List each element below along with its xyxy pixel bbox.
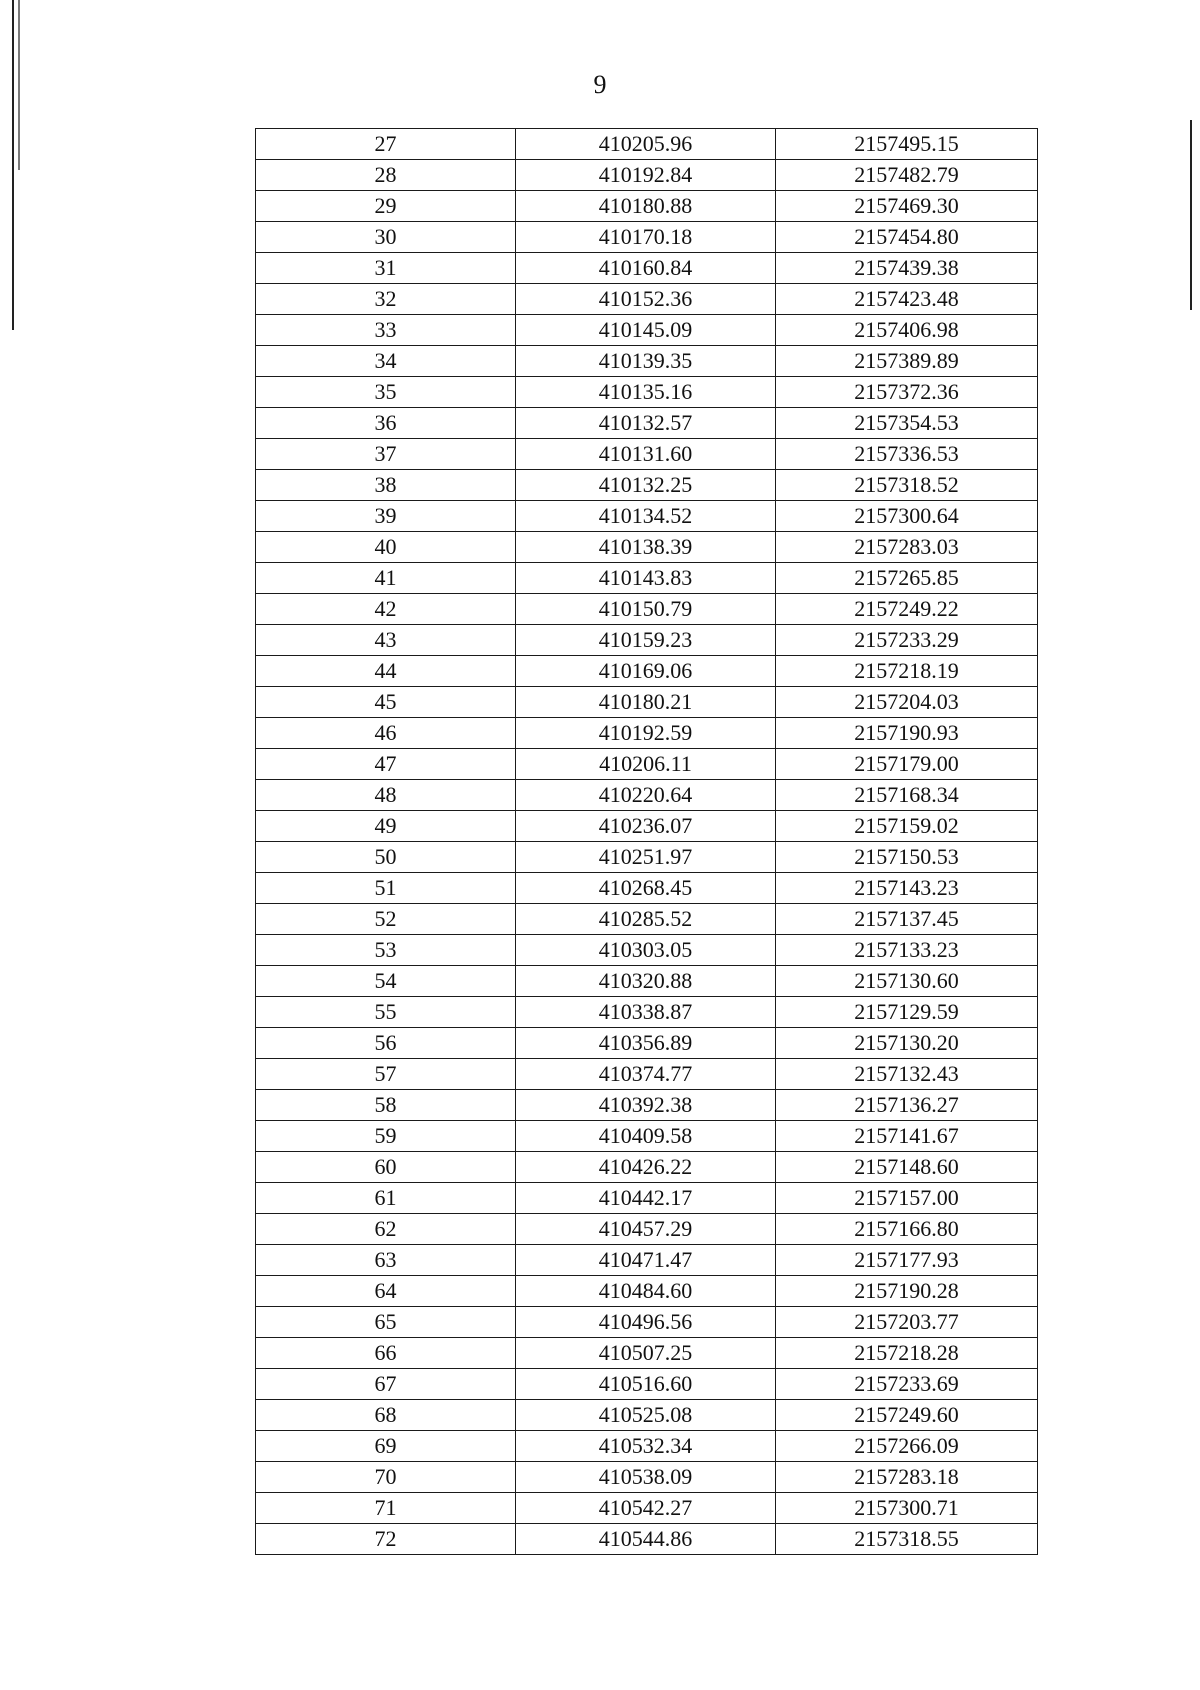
- y-coordinate-cell: 2157265.85: [776, 563, 1038, 594]
- table-row: [256, 1307, 1038, 1338]
- table-row: [256, 1524, 1038, 1555]
- table-row: [256, 656, 1038, 687]
- point-number-cell: 61: [256, 1183, 516, 1214]
- table-row: [256, 1028, 1038, 1059]
- point-number-cell: 57: [256, 1059, 516, 1090]
- x-coordinate-cell: 410180.21: [516, 687, 776, 718]
- y-coordinate-cell: 2157336.53: [776, 439, 1038, 470]
- y-coordinate-cell: 2157177.93: [776, 1245, 1038, 1276]
- y-coordinate-cell: 2157249.60: [776, 1400, 1038, 1431]
- y-coordinate-cell: 2157168.34: [776, 780, 1038, 811]
- x-coordinate-cell: 410159.23: [516, 625, 776, 656]
- y-coordinate-cell: 2157148.60: [776, 1152, 1038, 1183]
- y-coordinate-cell: 2157283.18: [776, 1462, 1038, 1493]
- table-row: [256, 594, 1038, 625]
- point-number-cell: 48: [256, 780, 516, 811]
- x-coordinate-cell: 410320.88: [516, 966, 776, 997]
- point-number-cell: 34: [256, 346, 516, 377]
- coordinates-table-body: [256, 129, 1038, 1555]
- point-number-cell: 42: [256, 594, 516, 625]
- x-coordinate-cell: 410542.27: [516, 1493, 776, 1524]
- x-coordinate-cell: 410152.36: [516, 284, 776, 315]
- table-row: [256, 191, 1038, 222]
- point-number-cell: 54: [256, 966, 516, 997]
- point-number-cell: 29: [256, 191, 516, 222]
- table-row: [256, 1121, 1038, 1152]
- point-number-cell: 44: [256, 656, 516, 687]
- scan-edge-line: [12, 0, 14, 330]
- point-number-cell: 56: [256, 1028, 516, 1059]
- point-number-cell: 69: [256, 1431, 516, 1462]
- x-coordinate-cell: 410205.96: [516, 129, 776, 160]
- x-coordinate-cell: 410236.07: [516, 811, 776, 842]
- point-number-cell: 35: [256, 377, 516, 408]
- table-row: [256, 718, 1038, 749]
- point-number-cell: 43: [256, 625, 516, 656]
- y-coordinate-cell: 2157318.52: [776, 470, 1038, 501]
- x-coordinate-cell: 410538.09: [516, 1462, 776, 1493]
- x-coordinate-cell: 410532.34: [516, 1431, 776, 1462]
- y-coordinate-cell: 2157130.60: [776, 966, 1038, 997]
- x-coordinate-cell: 410206.11: [516, 749, 776, 780]
- x-coordinate-cell: 410192.84: [516, 160, 776, 191]
- x-coordinate-cell: 410150.79: [516, 594, 776, 625]
- point-number-cell: 47: [256, 749, 516, 780]
- point-number-cell: 39: [256, 501, 516, 532]
- point-number-cell: 51: [256, 873, 516, 904]
- x-coordinate-cell: 410507.25: [516, 1338, 776, 1369]
- x-coordinate-cell: 410132.57: [516, 408, 776, 439]
- table-row: [256, 1431, 1038, 1462]
- x-coordinate-cell: 410135.16: [516, 377, 776, 408]
- point-number-cell: 45: [256, 687, 516, 718]
- table-row: [256, 315, 1038, 346]
- table-row: [256, 346, 1038, 377]
- y-coordinate-cell: 2157218.19: [776, 656, 1038, 687]
- table-row: [256, 1400, 1038, 1431]
- table-row: [256, 997, 1038, 1028]
- y-coordinate-cell: 2157454.80: [776, 222, 1038, 253]
- y-coordinate-cell: 2157300.71: [776, 1493, 1038, 1524]
- table-row: [256, 222, 1038, 253]
- point-number-cell: 65: [256, 1307, 516, 1338]
- y-coordinate-cell: 2157137.45: [776, 904, 1038, 935]
- y-coordinate-cell: 2157203.77: [776, 1307, 1038, 1338]
- coordinates-table: [255, 128, 1038, 1555]
- table-row: [256, 935, 1038, 966]
- y-coordinate-cell: 2157482.79: [776, 160, 1038, 191]
- x-coordinate-cell: 410496.56: [516, 1307, 776, 1338]
- table-row: [256, 1369, 1038, 1400]
- y-coordinate-cell: 2157389.89: [776, 346, 1038, 377]
- x-coordinate-cell: 410303.05: [516, 935, 776, 966]
- x-coordinate-cell: 410471.47: [516, 1245, 776, 1276]
- table-row: [256, 1152, 1038, 1183]
- point-number-cell: 27: [256, 129, 516, 160]
- table-row: [256, 687, 1038, 718]
- point-number-cell: 59: [256, 1121, 516, 1152]
- y-coordinate-cell: 2157266.09: [776, 1431, 1038, 1462]
- y-coordinate-cell: 2157469.30: [776, 191, 1038, 222]
- y-coordinate-cell: 2157143.23: [776, 873, 1038, 904]
- x-coordinate-cell: 410442.17: [516, 1183, 776, 1214]
- table-row: [256, 377, 1038, 408]
- table-row: [256, 1059, 1038, 1090]
- table-row: [256, 1462, 1038, 1493]
- table-row: [256, 780, 1038, 811]
- y-coordinate-cell: 2157495.15: [776, 129, 1038, 160]
- point-number-cell: 49: [256, 811, 516, 842]
- point-number-cell: 36: [256, 408, 516, 439]
- table-row: [256, 284, 1038, 315]
- y-coordinate-cell: 2157300.64: [776, 501, 1038, 532]
- y-coordinate-cell: 2157136.27: [776, 1090, 1038, 1121]
- x-coordinate-cell: 410484.60: [516, 1276, 776, 1307]
- y-coordinate-cell: 2157218.28: [776, 1338, 1038, 1369]
- point-number-cell: 70: [256, 1462, 516, 1493]
- y-coordinate-cell: 2157159.02: [776, 811, 1038, 842]
- point-number-cell: 28: [256, 160, 516, 191]
- x-coordinate-cell: 410356.89: [516, 1028, 776, 1059]
- y-coordinate-cell: 2157129.59: [776, 997, 1038, 1028]
- x-coordinate-cell: 410220.64: [516, 780, 776, 811]
- y-coordinate-cell: 2157204.03: [776, 687, 1038, 718]
- y-coordinate-cell: 2157249.22: [776, 594, 1038, 625]
- table-row: [256, 904, 1038, 935]
- point-number-cell: 30: [256, 222, 516, 253]
- table-row: [256, 1245, 1038, 1276]
- x-coordinate-cell: 410374.77: [516, 1059, 776, 1090]
- y-coordinate-cell: 2157406.98: [776, 315, 1038, 346]
- x-coordinate-cell: 410134.52: [516, 501, 776, 532]
- point-number-cell: 71: [256, 1493, 516, 1524]
- point-number-cell: 68: [256, 1400, 516, 1431]
- x-coordinate-cell: 410139.35: [516, 346, 776, 377]
- x-coordinate-cell: 410143.83: [516, 563, 776, 594]
- x-coordinate-cell: 410145.09: [516, 315, 776, 346]
- x-coordinate-cell: 410169.06: [516, 656, 776, 687]
- point-number-cell: 50: [256, 842, 516, 873]
- page-number: 9: [593, 70, 607, 99]
- x-coordinate-cell: 410392.38: [516, 1090, 776, 1121]
- x-coordinate-cell: 410525.08: [516, 1400, 776, 1431]
- y-coordinate-cell: 2157233.29: [776, 625, 1038, 656]
- y-coordinate-cell: 2157130.20: [776, 1028, 1038, 1059]
- y-coordinate-cell: 2157233.69: [776, 1369, 1038, 1400]
- point-number-cell: 38: [256, 470, 516, 501]
- table-row: [256, 1338, 1038, 1369]
- x-coordinate-cell: 410251.97: [516, 842, 776, 873]
- table-row: [256, 873, 1038, 904]
- point-number-cell: 62: [256, 1214, 516, 1245]
- x-coordinate-cell: 410457.29: [516, 1214, 776, 1245]
- point-number-cell: 63: [256, 1245, 516, 1276]
- x-coordinate-cell: 410138.39: [516, 532, 776, 563]
- y-coordinate-cell: 2157166.80: [776, 1214, 1038, 1245]
- table-row: [256, 625, 1038, 656]
- x-coordinate-cell: 410285.52: [516, 904, 776, 935]
- table-row: [256, 563, 1038, 594]
- y-coordinate-cell: 2157354.53: [776, 408, 1038, 439]
- x-coordinate-cell: 410170.18: [516, 222, 776, 253]
- x-coordinate-cell: 410338.87: [516, 997, 776, 1028]
- table-row: [256, 1493, 1038, 1524]
- x-coordinate-cell: 410268.45: [516, 873, 776, 904]
- y-coordinate-cell: 2157133.23: [776, 935, 1038, 966]
- x-coordinate-cell: 410132.25: [516, 470, 776, 501]
- y-coordinate-cell: 2157150.53: [776, 842, 1038, 873]
- y-coordinate-cell: 2157179.00: [776, 749, 1038, 780]
- table-row: [256, 1214, 1038, 1245]
- point-number-cell: 53: [256, 935, 516, 966]
- table-row: [256, 966, 1038, 997]
- point-number-cell: 32: [256, 284, 516, 315]
- table-row: [256, 129, 1038, 160]
- point-number-cell: 60: [256, 1152, 516, 1183]
- y-coordinate-cell: 2157190.28: [776, 1276, 1038, 1307]
- point-number-cell: 55: [256, 997, 516, 1028]
- table-row: [256, 253, 1038, 284]
- x-coordinate-cell: 410544.86: [516, 1524, 776, 1555]
- x-coordinate-cell: 410516.60: [516, 1369, 776, 1400]
- point-number-cell: 41: [256, 563, 516, 594]
- point-number-cell: 40: [256, 532, 516, 563]
- point-number-cell: 72: [256, 1524, 516, 1555]
- scan-edge-line: [1190, 120, 1192, 310]
- y-coordinate-cell: 2157157.00: [776, 1183, 1038, 1214]
- point-number-cell: 46: [256, 718, 516, 749]
- point-number-cell: 67: [256, 1369, 516, 1400]
- y-coordinate-cell: 2157423.48: [776, 284, 1038, 315]
- y-coordinate-cell: 2157318.55: [776, 1524, 1038, 1555]
- y-coordinate-cell: 2157372.36: [776, 377, 1038, 408]
- point-number-cell: 33: [256, 315, 516, 346]
- y-coordinate-cell: 2157190.93: [776, 718, 1038, 749]
- table-row: [256, 842, 1038, 873]
- table-row: [256, 160, 1038, 191]
- table-row: [256, 501, 1038, 532]
- table-row: [256, 532, 1038, 563]
- table-row: [256, 1276, 1038, 1307]
- y-coordinate-cell: 2157141.67: [776, 1121, 1038, 1152]
- point-number-cell: 66: [256, 1338, 516, 1369]
- point-number-cell: 37: [256, 439, 516, 470]
- y-coordinate-cell: 2157283.03: [776, 532, 1038, 563]
- x-coordinate-cell: 410160.84: [516, 253, 776, 284]
- table-row: [256, 811, 1038, 842]
- table-row: [256, 470, 1038, 501]
- x-coordinate-cell: 410131.60: [516, 439, 776, 470]
- x-coordinate-cell: 410180.88: [516, 191, 776, 222]
- x-coordinate-cell: 410409.58: [516, 1121, 776, 1152]
- table-row: [256, 439, 1038, 470]
- table-row: [256, 408, 1038, 439]
- table-row: [256, 1183, 1038, 1214]
- x-coordinate-cell: 410192.59: [516, 718, 776, 749]
- y-coordinate-cell: 2157132.43: [776, 1059, 1038, 1090]
- point-number-cell: 64: [256, 1276, 516, 1307]
- y-coordinate-cell: 2157439.38: [776, 253, 1038, 284]
- point-number-cell: 58: [256, 1090, 516, 1121]
- x-coordinate-cell: 410426.22: [516, 1152, 776, 1183]
- point-number-cell: 52: [256, 904, 516, 935]
- point-number-cell: 31: [256, 253, 516, 284]
- table-row: [256, 1090, 1038, 1121]
- table-row: [256, 749, 1038, 780]
